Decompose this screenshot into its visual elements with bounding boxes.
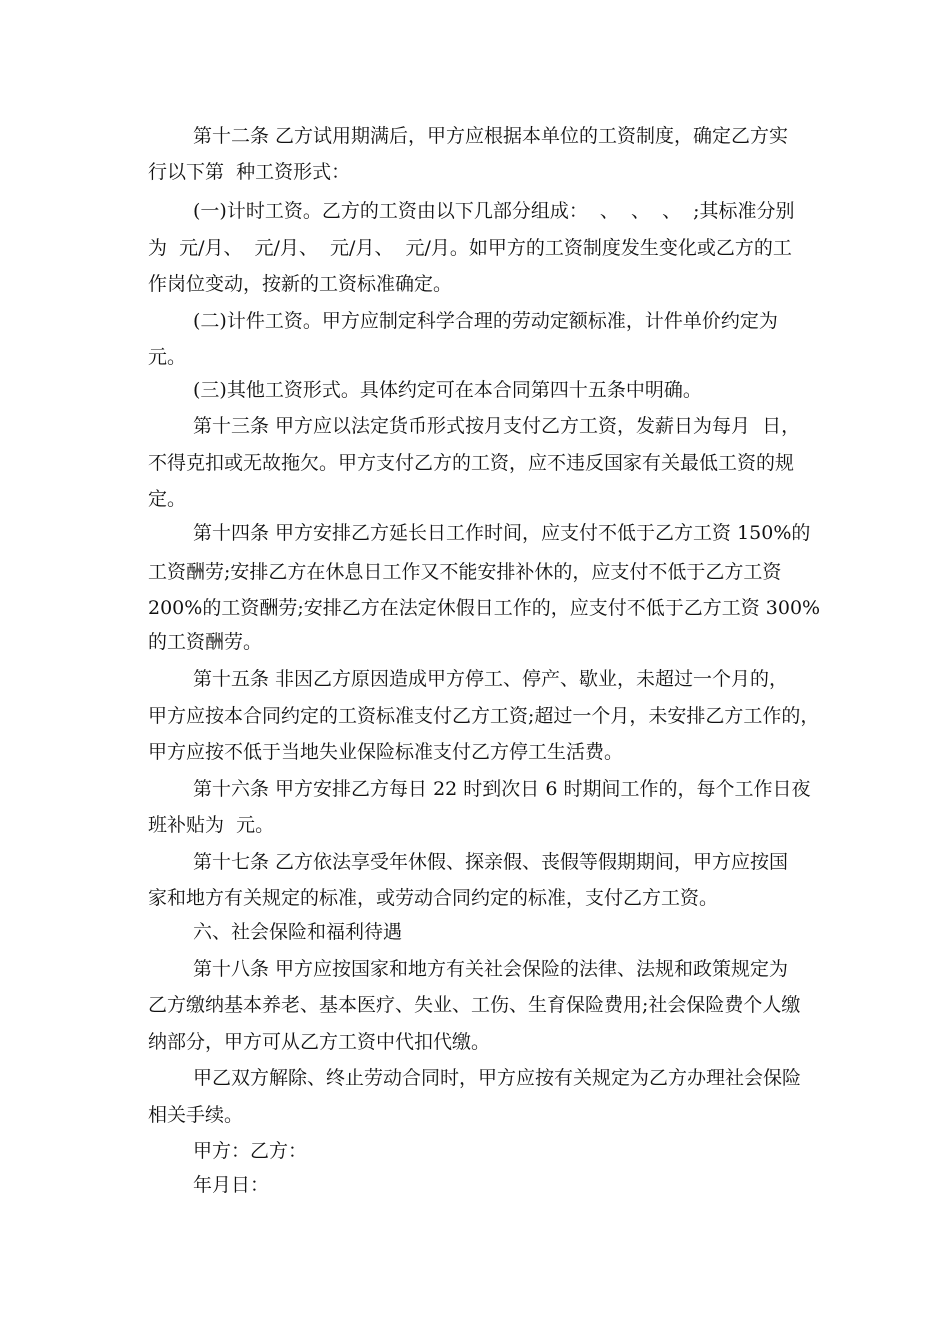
text-line: 甲方应按不低于当地失业保险标准支付乙方停工生活费。 [148, 741, 624, 763]
text-line: 第十七条 乙方依法享受年休假、探亲假、丧假等假期期间，甲方应按国 [193, 851, 789, 873]
text-line: 行以下第 种工资形式： [148, 161, 351, 183]
section-heading: 六、社会保险和福利待遇 [193, 921, 403, 943]
text-line: 纳部分，甲方可从乙方工资中代扣代缴。 [148, 1031, 491, 1053]
text-line: 第十五条 非因乙方原因造成甲方停工、停产、歇业，未超过一个月的， [193, 668, 789, 690]
text-line: 工资酬劳;安排乙方在休息日工作又不能安排补休的，应支付不低于乙方工资 [148, 561, 782, 583]
text-line: 甲乙双方解除、终止劳动合同时，甲方应按有关规定为乙方办理社会保险 [193, 1067, 802, 1089]
signature-date: 年月日： [193, 1174, 270, 1196]
text-line: 为 元/月、 元/月、 元/月、 元/月。如甲方的工资制度发生变化或乙方的工 [148, 237, 792, 259]
text-line: 第十二条 乙方试用期满后，甲方应根据本单位的工资制度，确定乙方实 [193, 125, 789, 147]
text-line: 乙方缴纳基本养老、基本医疗、失业、工伤、生育保险费用;社会保险费个人缴 [148, 994, 801, 1016]
text-line: 200%的工资酬劳;安排乙方在法定休假日工作的，应支付不低于乙方工资 300% [148, 597, 821, 619]
text-line: 第十八条 甲方应按国家和地方有关社会保险的法律、法规和政策规定为 [193, 958, 789, 980]
text-line: (一)计时工资。乙方的工资由以下几部分组成： 、 、 、 ;其标准分别 [193, 200, 795, 222]
text-line: 班补贴为 元。 [148, 814, 275, 836]
text-line: 的工资酬劳。 [148, 631, 263, 653]
text-line: 定。 [148, 488, 187, 510]
text-line: 第十四条 甲方安排乙方延长日工作时间，应支付不低于乙方工资 150%的 [193, 522, 811, 544]
text-line: (三)其他工资形式。具体约定可在本合同第四十五条中明确。 [193, 379, 702, 401]
text-line: 作岗位变动，按新的工资标准确定。 [148, 273, 453, 295]
text-line: 相关手续。 [148, 1104, 244, 1126]
text-line: 元。 [148, 346, 187, 368]
text-line: 甲方应按本合同约定的工资标准支付乙方工资;超过一个月，未安排乙方工作的， [148, 705, 820, 727]
text-line: 家和地方有关规定的标准，或劳动合同约定的标准，支付乙方工资。 [148, 887, 719, 909]
text-line: (二)计件工资。甲方应制定科学合理的劳动定额标准，计件单价约定为 [193, 310, 778, 332]
text-line: 不得克扣或无故拖欠。甲方支付乙方的工资，应不违反国家有关最低工资的规 [148, 452, 795, 474]
text-line: 第十六条 甲方安排乙方每日 22 时到次日 6 时期间工作的，每个工作日夜 [193, 778, 811, 800]
signature-parties: 甲方：乙方： [193, 1140, 308, 1162]
text-line: 第十三条 甲方应以法定货币形式按月支付乙方工资，发薪日为每月 日， [193, 415, 801, 437]
